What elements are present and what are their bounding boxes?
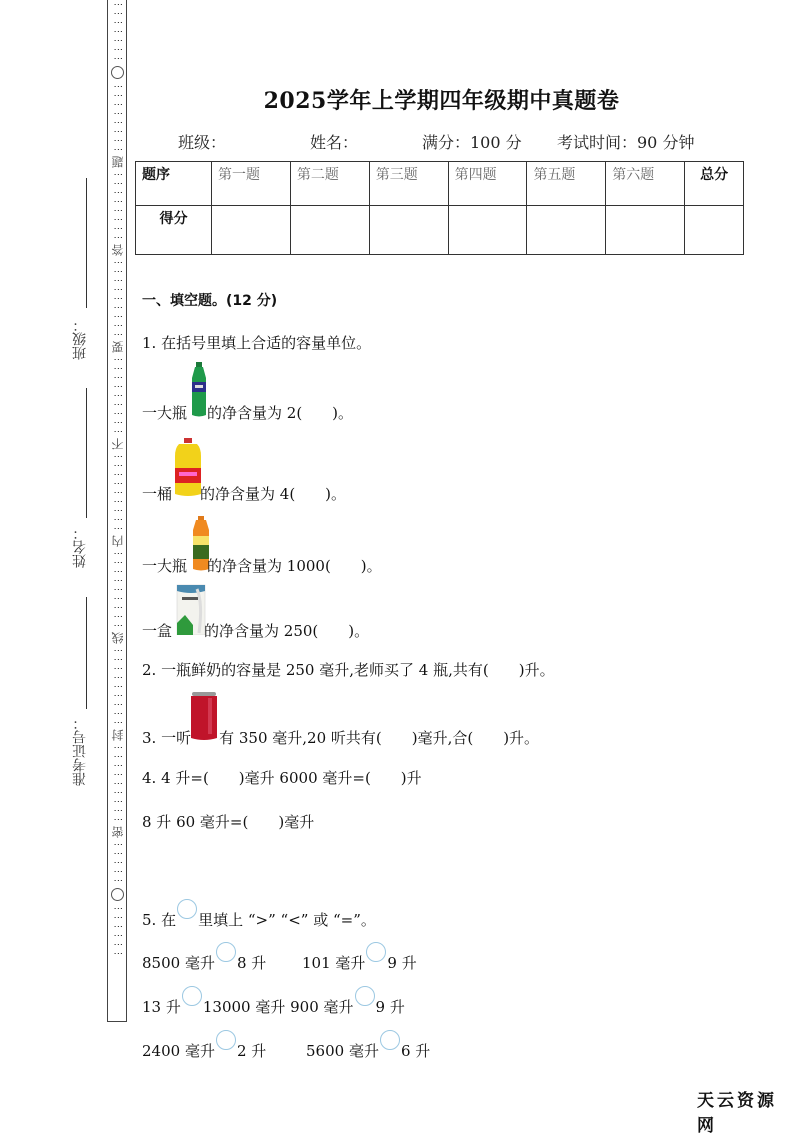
question-1-item: [142, 620, 369, 641]
page-title: 2025学年上学期四年级期中真题卷: [263, 88, 620, 114]
item-prefix: 一桶: [142, 485, 173, 503]
compare-right: 13000 毫升: [202, 998, 286, 1016]
side-exam-id-label: 准考证号：: [72, 716, 88, 786]
binding-hole-icon: [111, 888, 124, 901]
dotted-line: ⋮⋮⋮⋮⋮⋮⋮⋮⋮: [112, 549, 123, 630]
table-header-cell: 总分: [685, 162, 744, 206]
table-header-cell: 第四题: [448, 162, 527, 206]
strip-char: 题: [110, 156, 125, 168]
q5-prompt-before: 5. 在: [142, 911, 177, 929]
score-cell[interactable]: [290, 206, 369, 255]
question-4-line-1: 4. 4 升=( )毫升 6000 毫升=( )升: [142, 769, 422, 787]
table-header-cell: 第六题: [606, 162, 685, 206]
comparison-row: [142, 1030, 266, 1061]
item-suffix: 的净含量为 4( )。: [200, 485, 347, 503]
item-suffix: 的净含量为 250( )。: [204, 622, 370, 640]
strip-char: 不: [110, 438, 125, 450]
item-prefix: 一大瓶: [142, 557, 188, 575]
score-cell[interactable]: [527, 206, 606, 255]
dotted-line: ⋮⋮⋮⋮⋮⋮⋮: [112, 0, 123, 63]
side-name-label: 姓名：: [72, 526, 88, 568]
circle-blank-icon: [177, 899, 197, 919]
dotted-line: ⋮⋮⋮⋮⋮⋮⋮⋮⋮: [112, 452, 123, 533]
compare-left: 8500 毫升: [142, 954, 215, 972]
comparison-row: [302, 942, 417, 973]
table-header-cell: 第五题: [527, 162, 606, 206]
compare-circle-input[interactable]: [366, 942, 386, 962]
compare-right: 2 升: [236, 1042, 267, 1060]
score-cell[interactable]: [448, 206, 527, 255]
q5-prompt-after: 里填上 “>” “<” 或 “=”。: [198, 911, 376, 929]
item-prefix: 一盒: [142, 622, 173, 640]
question-1-item: [142, 555, 382, 576]
compare-left: 101 毫升: [302, 954, 366, 972]
question-4-line-2: 8 升 60 毫升=( )毫升: [142, 813, 315, 831]
compare-left: 5600 毫升: [306, 1042, 379, 1060]
score-cell[interactable]: [685, 206, 744, 255]
score-cell[interactable]: [212, 206, 291, 255]
table-header-cell: 第二题: [290, 162, 369, 206]
question-5-prompt: [142, 899, 376, 930]
name-fill-line[interactable]: [86, 388, 87, 518]
dotted-line: ⋮⋮⋮⋮⋮⋮⋮⋮: [112, 82, 123, 154]
dotted-line: ⋮⋮⋮⋮⋮: [112, 840, 123, 885]
question-1-prompt: 1. 在括号里填上合适的容量单位。: [142, 334, 372, 352]
class-fill-line[interactable]: [86, 178, 87, 308]
comparison-row: [142, 942, 266, 973]
name-label: 姓名：: [310, 133, 359, 152]
question-1-item: [142, 402, 353, 423]
binding-strip: [107, 0, 127, 1022]
comparison-row: [142, 986, 405, 1017]
compare-right: 9 升: [387, 954, 417, 972]
item-prefix: 一大瓶: [142, 404, 188, 422]
compare-left: 900 毫升: [290, 998, 354, 1016]
question-3: [142, 727, 539, 748]
dotted-line: ⋮⋮⋮⋮⋮⋮⋮⋮⋮: [112, 355, 123, 436]
strip-char: 要: [110, 341, 125, 353]
dotted-line: ⋮⋮⋮⋮⋮⋮⋮⋮⋮: [112, 258, 123, 339]
side-class-label: 班级：: [72, 318, 88, 360]
strip-char: 密: [110, 826, 125, 838]
table-header-cell: 题序: [136, 162, 212, 206]
exam-id-fill-line[interactable]: [86, 597, 87, 709]
table-header-cell: 第三题: [369, 162, 448, 206]
exam-time-label: 考试时间：90 分钟: [557, 133, 695, 152]
compare-circle-input[interactable]: [380, 1030, 400, 1050]
score-table: [135, 161, 744, 255]
strip-char: 线: [110, 632, 125, 644]
table-score-row: [136, 206, 744, 255]
full-score-label: 满分：100 分: [422, 133, 522, 152]
item-suffix: 的净含量为 2( )。: [207, 404, 354, 422]
class-label: 班级：: [178, 133, 227, 152]
binding-hole-icon: [111, 66, 124, 79]
compare-circle-input[interactable]: [216, 1030, 236, 1050]
compare-right: 9 升: [375, 998, 405, 1016]
question-1-item: [142, 483, 346, 504]
score-cell[interactable]: [369, 206, 448, 255]
section-heading: 一、填空题。(12 分): [142, 293, 278, 309]
q3-suffix: 有 350 毫升,20 听共有( )毫升,合( )升。: [219, 729, 540, 747]
compare-right: 6 升: [400, 1042, 431, 1060]
compare-circle-input[interactable]: [355, 986, 375, 1006]
comparison-row: [306, 1030, 430, 1061]
compare-left: 2400 毫升: [142, 1042, 215, 1060]
table-header-cell: 第一题: [212, 162, 291, 206]
dotted-line: ⋮⋮⋮⋮⋮⋮⋮⋮⋮: [112, 743, 123, 824]
score-cell[interactable]: [606, 206, 685, 255]
dotted-line: ⋮⋮⋮⋮⋮⋮⋮⋮⋮: [112, 646, 123, 727]
dotted-line: ⋮⋮⋮⋮⋮⋮: [112, 904, 123, 958]
compare-right: 8 升: [236, 954, 267, 972]
question-2: 2. 一瓶鲜奶的容量是 250 毫升,老师买了 4 瓶,共有( )升。: [142, 661, 555, 679]
compare-circle-input[interactable]: [182, 986, 202, 1006]
compare-circle-input[interactable]: [216, 942, 236, 962]
score-row-label: 得分: [136, 206, 212, 255]
compare-left: 13 升: [142, 998, 181, 1016]
strip-char: 封: [110, 729, 125, 741]
strip-char: 答: [110, 244, 125, 256]
dotted-line: ⋮⋮⋮⋮⋮⋮⋮⋮: [112, 170, 123, 242]
watermark: 天云资源网: [697, 1091, 777, 1136]
table-header-row: [136, 162, 744, 206]
strip-char: 内: [110, 535, 125, 547]
item-suffix: 的净含量为 1000( )。: [207, 557, 382, 575]
q3-prefix: 3. 一听: [142, 729, 192, 747]
